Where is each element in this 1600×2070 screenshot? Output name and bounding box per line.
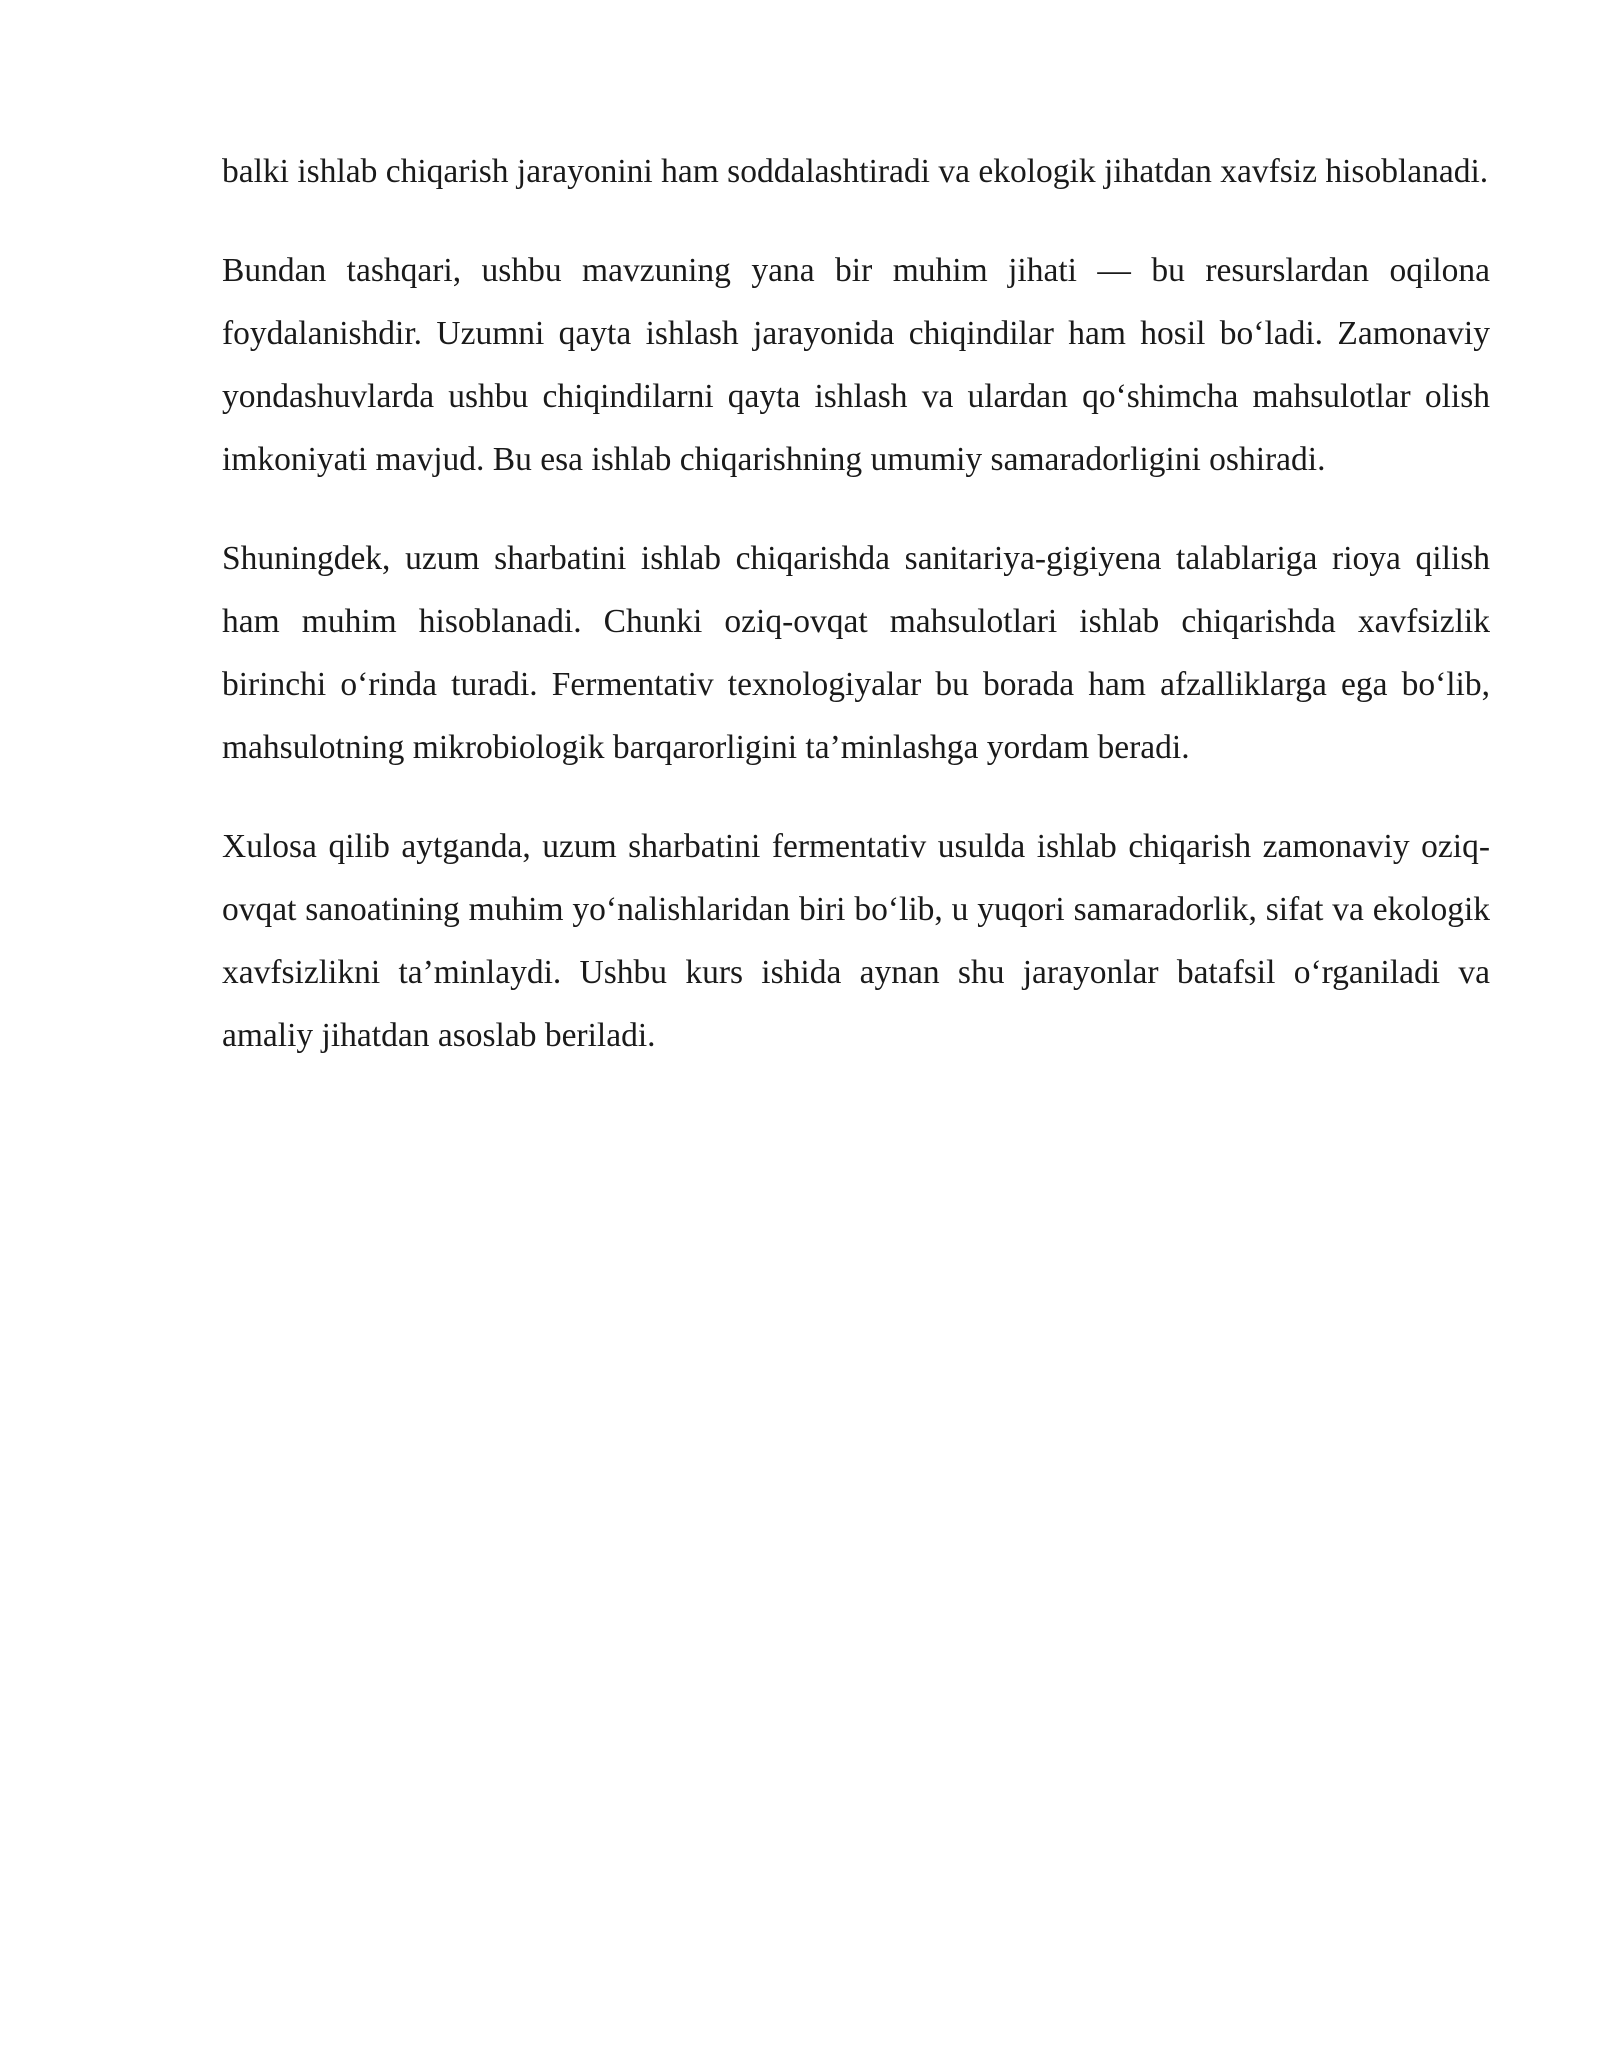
document-body [222, 140, 1490, 1103]
paragraph-3: Shuningdek, uzum sharbatini ishlab chiqarishda sanitariya-gigiyena talablariga rioya qilish ham muhim hisoblanadi. Chunki oziq-ovqat mahsulotlari ishlab chiqarishda xavfsizlik birinchi oʻrinda turadi. Fermentativ texnologiyalar bu borada ham afzalliklarga ega boʻlib, mahsulotning mikrobiologik barqarorligini ta’minlashga yordam beradi. [222, 540, 1490, 766]
paragraph-2: Bundan tashqari, ushbu mavzuning yana bir muhim jihati — bu resurslardan oqilona foydalanishdir. Uzumni qayta ishlash jarayonida chiqindilar ham hosil boʻladi. Zamonaviy yondashuvlarda ushbu chiqindilarni qayta ishlash va ulardan qoʻshimcha mahsulotlar olish imkoniyati mavjud. Bu esa ishlab chiqarishning umumiy samaradorligini oshiradi. [222, 252, 1490, 478]
paragraph-1: balki ishlab chiqarish jarayonini ham soddalashtiradi va ekologik jihatdan xavfsiz hisoblanadi. [222, 153, 1489, 190]
paragraph-4: Xulosa qilib aytganda, uzum sharbatini fermentativ usulda ishlab chiqarish zamonaviy oziq-ovqat sanoatining muhim yoʻnalishlaridan biri boʻlib, u yuqori samaradorlik, sifat va ekologik xavfsizlikni ta’minlaydi. Ushbu kurs ishida aynan shu jarayonlar batafsil oʻrganiladi va amaliy jihatdan asoslab beriladi. [222, 828, 1490, 1054]
